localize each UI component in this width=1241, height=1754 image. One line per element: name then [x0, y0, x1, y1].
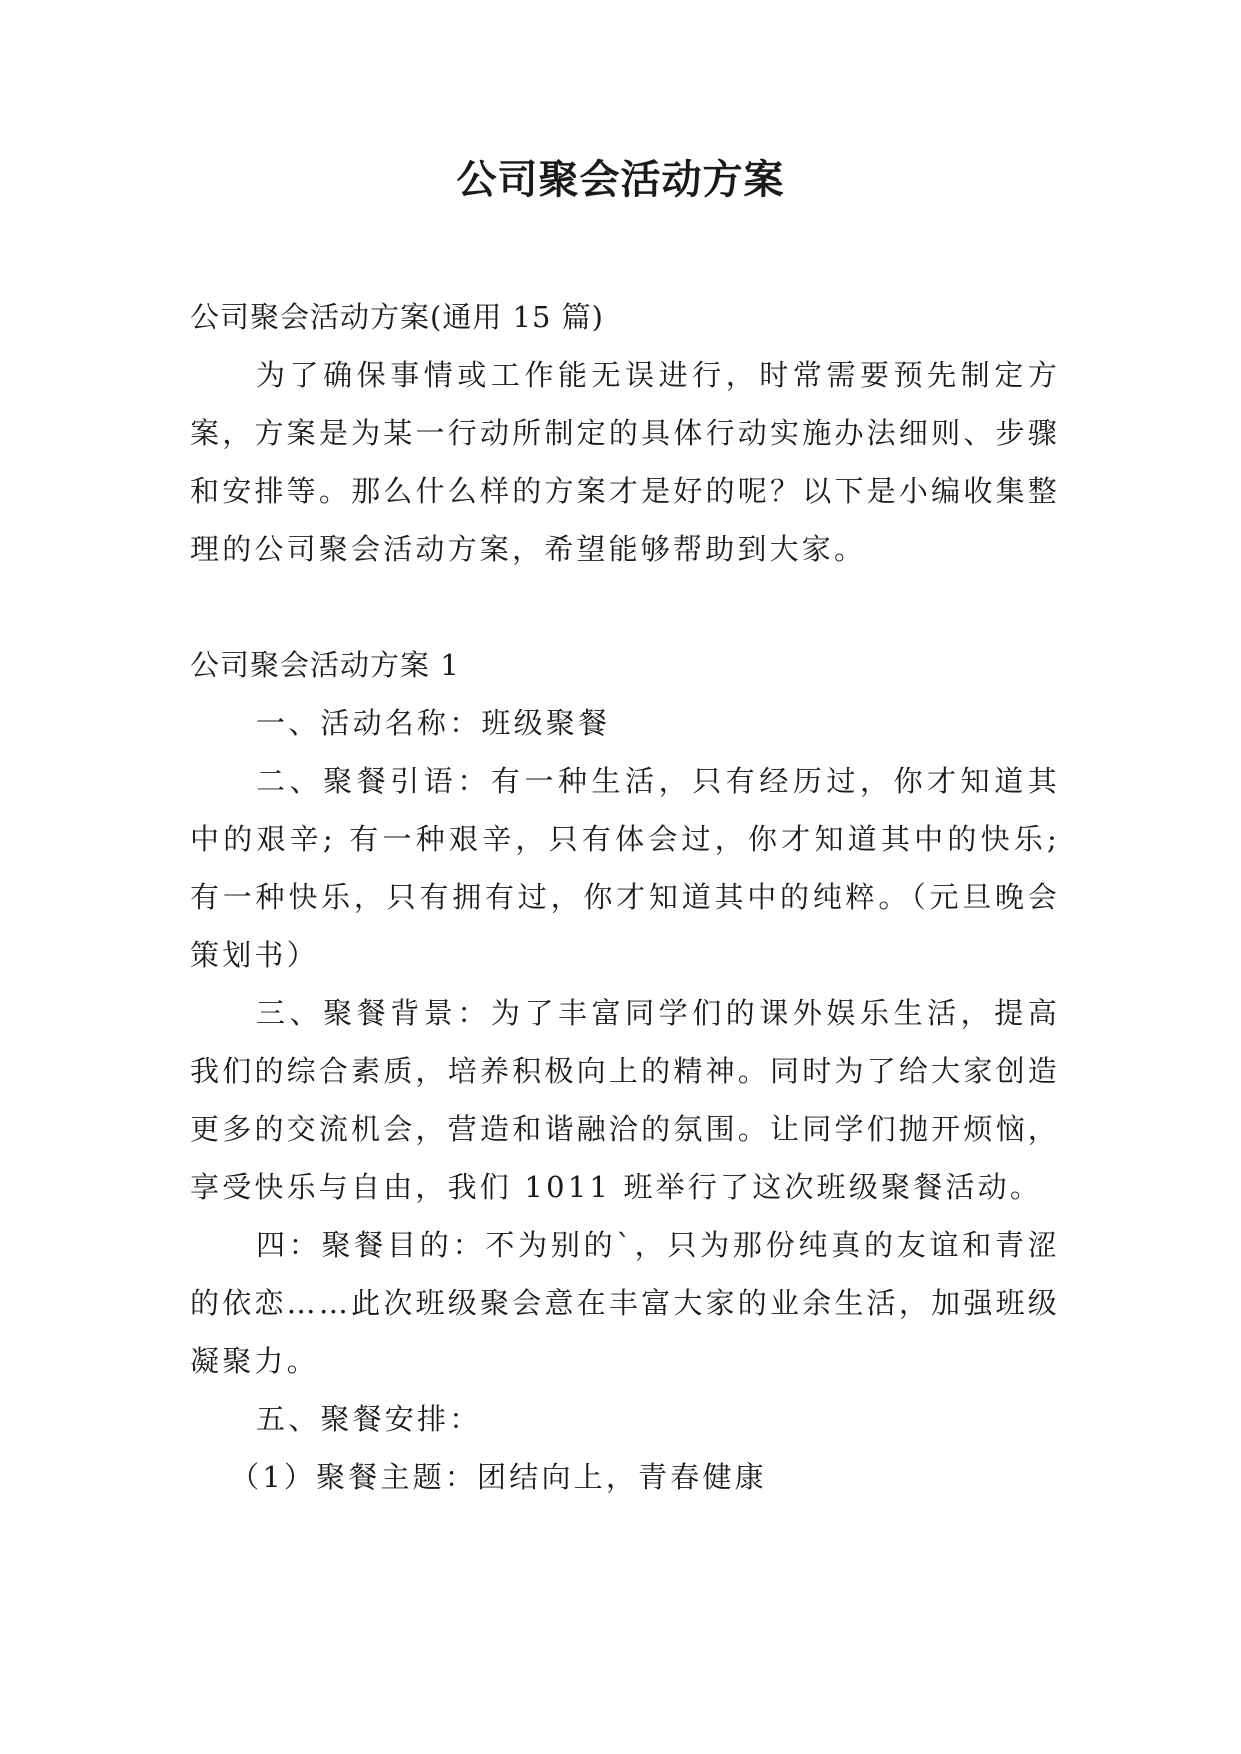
item-arrangement: 五、聚餐安排： — [256, 1402, 482, 1436]
document-body — [190, 288, 1060, 1506]
section-heading: 公司聚会活动方案 1 — [190, 648, 460, 682]
item-activity-name: 一、活动名称：班级聚餐 — [256, 706, 611, 740]
item-purpose: 四：聚餐目的：不为别的`，只为那份纯真的友谊和青涩的依恋……此次班级聚会意在丰富大家的业余生活，加强班级凝聚力。 — [190, 1228, 1060, 1378]
paragraph-spacer — [190, 578, 1060, 636]
item-quote: 二、聚餐引语：有一种生活，只有经历过，你才知道其中的艰辛; 有一种艰辛，只有体会过，你才知道其中的快乐; 有一种快乐，只有拥有过，你才知道其中的纯粹。（元旦晚会策划书） — [190, 764, 1060, 972]
item-background: 三、聚餐背景：为了丰富同学们的课外娱乐生活，提高我们的综合素质，培养积极向上的精神。同时为了给大家创造更多的交流机会，营造和谐融洽的氛围。让同学们抛开烦恼，享受快乐与自由，我们 1011 班举行了这次班级聚餐活动。 — [190, 996, 1060, 1204]
document-subtitle: 公司聚会活动方案(通用 15 篇) — [190, 300, 604, 334]
intro-paragraph: 为了确保事情或工作能无误进行，时常需要预先制定方案，方案是为某一行动所制定的具体行动实施办法细则、步骤和安排等。那么什么样的方案才是好的呢？以下是小编收集整理的公司聚会活动方案，希望能够帮助到大家。 — [190, 358, 1060, 566]
sub-item-theme: （1）聚餐主题：团结向上，青春健康 — [230, 1460, 767, 1494]
document-title: 公司聚会活动方案 — [456, 156, 785, 203]
